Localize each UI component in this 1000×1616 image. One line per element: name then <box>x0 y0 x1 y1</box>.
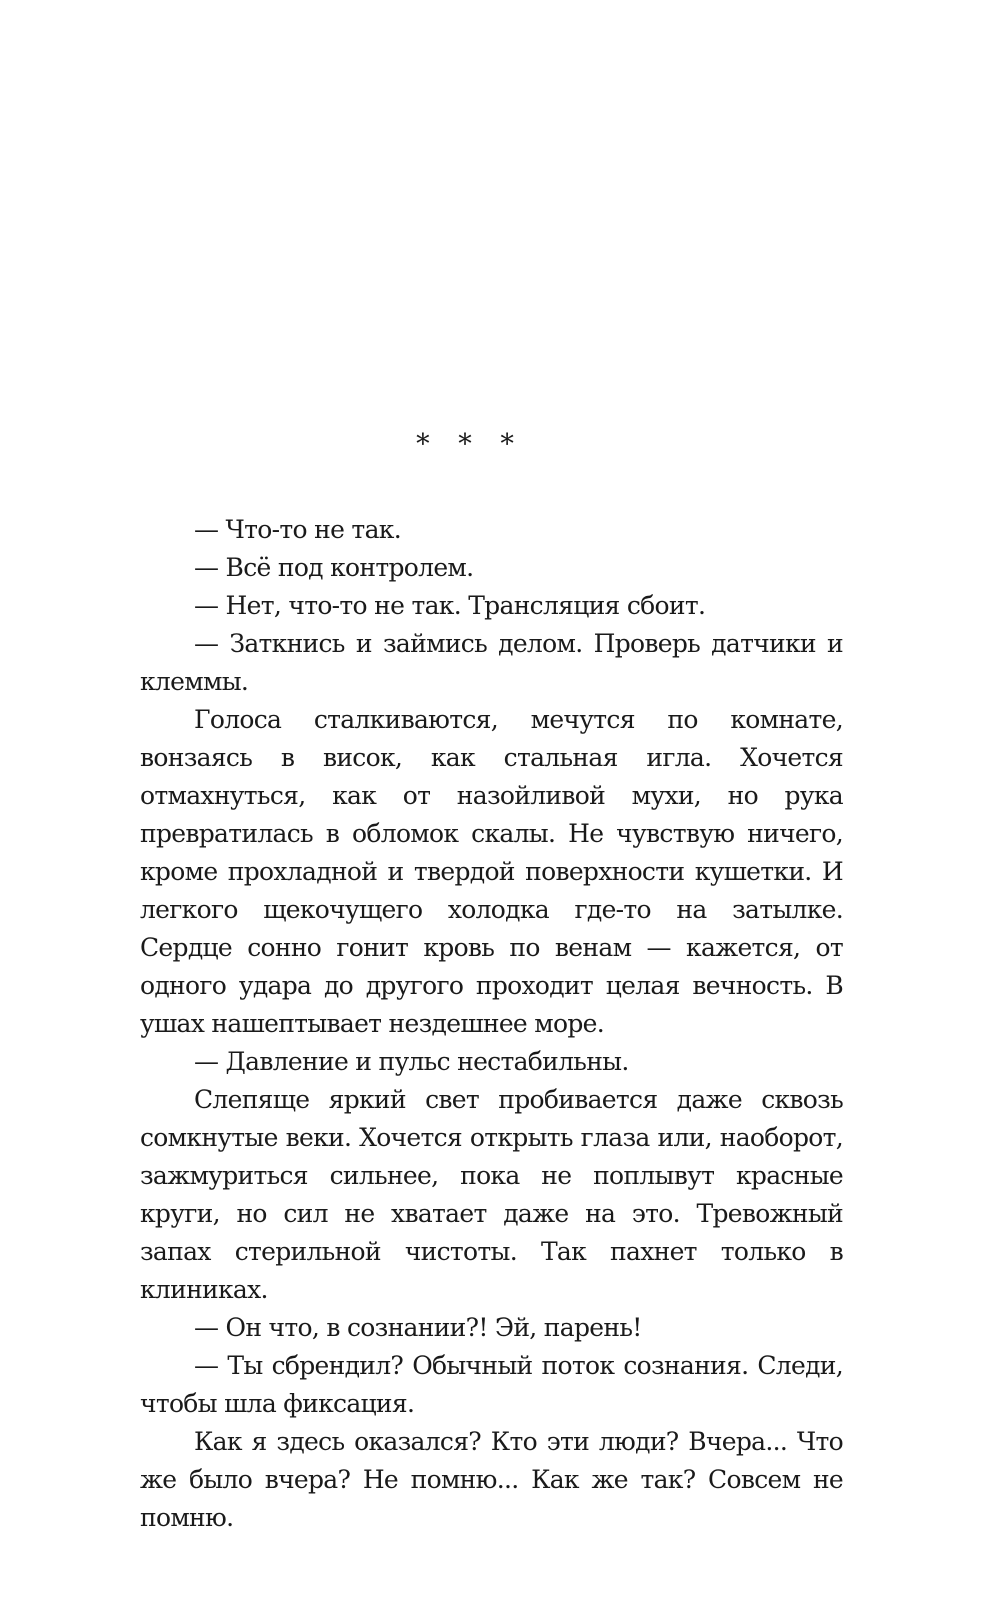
body-text <box>140 511 843 1537</box>
paragraph: — Нет, что-то не так. Трансляция сбоит. <box>194 591 706 620</box>
paragraph: Слепяще яркий свет пробивается даже сквозь сомкнутые веки. Хочется открыть глаза или, наоборот, зажмуриться сильнее, пока не поплывут красные круги, но сил не хватает даже на это. Тревожный запах стерильной чистоты. Так пахнет только в клиниках. <box>140 1085 843 1304</box>
paragraph: — Давление и пульс нестабильны. <box>194 1047 629 1076</box>
paragraph: Как я здесь оказался? Кто эти люди? Вчера... Что же было вчера? Не помню... Как же так? Совсем не помню. <box>140 1427 843 1532</box>
section-separator: * * * <box>416 429 524 460</box>
paragraph: — Он что, в сознании?! Эй, парень! <box>194 1313 642 1342</box>
paragraph: — Ты сбрендил? Обычный поток сознания. Следи, чтобы шла фиксация. <box>140 1351 843 1418</box>
paragraph: — Заткнись и займись делом. Проверь датчики и клеммы. <box>140 629 843 696</box>
paragraph: — Всё под контролем. <box>194 553 474 582</box>
paragraph: Голоса сталкиваются, мечутся по комнате, вонзаясь в висок, как стальная игла. Хочется отмахнуться, как от назойливой мухи, но рука превратилась в обломок скалы. Не чувствую ничего, кроме прохладной и твердой поверхности кушетки. И легкого щекочущего холодка где-то на затылке. Сердце сонно гонит кровь по венам — кажется, от одного удара до другого проходит целая вечность. В ушах нашептывает нездешнее море. <box>140 705 843 1038</box>
paragraph: — Что-то не так. <box>194 515 401 544</box>
